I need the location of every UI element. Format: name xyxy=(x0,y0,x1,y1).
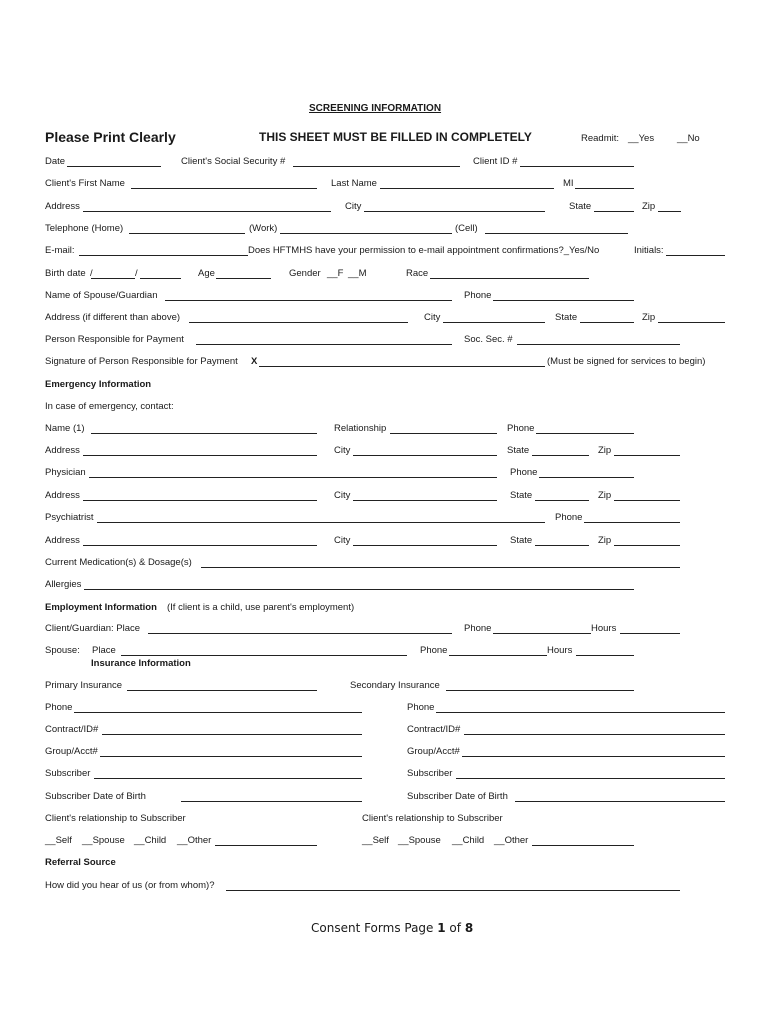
alt-address-field[interactable] xyxy=(189,322,408,323)
readmit-yes-option[interactable]: __Yes xyxy=(628,133,655,144)
psychiatrist-city-field[interactable] xyxy=(353,545,497,546)
primary-other-field[interactable] xyxy=(215,845,317,846)
emergency-zip-label: Zip xyxy=(598,445,612,456)
guardian-phone-field[interactable] xyxy=(493,633,591,634)
physician-address-field[interactable] xyxy=(83,500,317,501)
date-field[interactable] xyxy=(67,166,161,167)
medications-field[interactable] xyxy=(201,567,680,568)
telephone-work-field[interactable] xyxy=(280,233,452,234)
responsible-person-label: Person Responsible for Payment xyxy=(45,334,184,345)
physician-field[interactable] xyxy=(89,477,497,478)
telephone-cell-field[interactable] xyxy=(485,233,628,234)
email-label: E-mail: xyxy=(45,245,75,256)
spouse-guardian-field[interactable] xyxy=(165,300,452,301)
emergency-address-field[interactable] xyxy=(83,455,317,456)
allergies-field[interactable] xyxy=(84,589,634,590)
guardian-hours-label: Hours xyxy=(591,623,617,634)
primary-spouse-option[interactable]: __Spouse xyxy=(82,835,125,846)
secondary-spouse-option[interactable]: __Spouse xyxy=(398,835,441,846)
emergency-name-label: Name (1) xyxy=(45,423,85,434)
telephone-home-label: Telephone (Home) xyxy=(45,223,124,234)
allergies-label: Allergies xyxy=(45,579,82,590)
spouse-place-field[interactable] xyxy=(121,655,407,656)
birth-date-slash: / xyxy=(90,268,93,279)
secondary-subscriber-label: Subscriber xyxy=(407,768,453,779)
initials-field[interactable] xyxy=(666,255,725,256)
emergency-city-field[interactable] xyxy=(353,455,497,456)
address-label: Address xyxy=(45,201,80,212)
psychiatrist-address-label: Address xyxy=(45,535,80,546)
spouse-place-label: Place xyxy=(92,645,116,656)
gender-female-option[interactable]: __F xyxy=(327,268,344,279)
telephone-work-label: (Work) xyxy=(249,223,278,234)
race-label: Race xyxy=(406,268,429,279)
secondary-subscriber-dob-label: Subscriber Date of Birth xyxy=(407,791,508,802)
secondary-child-option[interactable]: __Child xyxy=(452,835,485,846)
soc-sec-label: Soc. Sec. # xyxy=(464,334,513,345)
medications-label: Current Medication(s) & Dosage(s) xyxy=(45,557,192,568)
page-footer xyxy=(311,922,473,934)
physician-zip-label: Zip xyxy=(598,490,612,501)
birth-year-field[interactable] xyxy=(140,278,181,279)
emergency-city-label: City xyxy=(334,445,351,456)
primary-relationship-label: Client's relationship to Subscriber xyxy=(45,813,186,824)
secondary-phone-field[interactable] xyxy=(436,712,725,713)
emergency-phone-label: Phone xyxy=(507,423,535,434)
guardian-place-field[interactable] xyxy=(148,633,452,634)
footer-prefix: Consent Forms Page xyxy=(311,921,438,935)
emergency-name-field[interactable] xyxy=(91,433,317,434)
emergency-address-label: Address xyxy=(45,445,80,456)
secondary-other-field[interactable] xyxy=(532,845,634,846)
referral-field[interactable] xyxy=(226,890,680,891)
date-label: Date xyxy=(45,156,66,167)
spouse-label: Spouse: xyxy=(45,645,80,656)
mi-label: MI xyxy=(563,178,574,189)
mi-field[interactable] xyxy=(575,188,634,189)
alt-state-label: State xyxy=(555,312,578,323)
state-field[interactable] xyxy=(594,211,634,212)
primary-contract-field[interactable] xyxy=(102,734,362,735)
primary-subscriber-dob-field[interactable] xyxy=(181,801,362,802)
alt-state-field[interactable] xyxy=(580,322,634,323)
readmit-no-option[interactable]: __No xyxy=(677,133,700,144)
emergency-contact-note: In case of emergency, contact: xyxy=(45,401,174,412)
responsible-person-field[interactable] xyxy=(196,344,452,345)
signature-field[interactable] xyxy=(259,366,545,367)
telephone-cell-label: (Cell) xyxy=(455,223,478,234)
secondary-group-field[interactable] xyxy=(462,756,725,757)
emergency-zip-field[interactable] xyxy=(614,455,680,456)
psychiatrist-field[interactable] xyxy=(97,522,545,523)
client-id-field[interactable] xyxy=(520,166,634,167)
birth-month-field[interactable] xyxy=(91,278,135,279)
secondary-insurance-field[interactable] xyxy=(446,690,634,691)
physician-state-field[interactable] xyxy=(535,500,589,501)
zip-field[interactable] xyxy=(658,211,681,212)
initials-label: Initials: xyxy=(634,245,664,256)
signature-x-mark: X xyxy=(251,356,258,367)
city-field[interactable] xyxy=(364,211,545,212)
secondary-subscriber-field[interactable] xyxy=(456,778,725,779)
psychiatrist-zip-label: Zip xyxy=(598,535,612,546)
primary-other-option[interactable]: __Other xyxy=(177,835,212,846)
primary-subscriber-dob-label: Subscriber Date of Birth xyxy=(45,791,146,802)
must-fill-note: THIS SHEET MUST BE FILLED IN COMPLETELY xyxy=(259,130,532,144)
birth-date-label: Birth date xyxy=(45,268,86,279)
emergency-relationship-field[interactable] xyxy=(390,433,497,434)
secondary-contract-label: Contract/ID# xyxy=(407,724,461,735)
physician-zip-field[interactable] xyxy=(614,500,680,501)
secondary-group-label: Group/Acct# xyxy=(407,746,460,757)
spouse-hours-field[interactable] xyxy=(576,655,634,656)
race-field[interactable] xyxy=(430,278,589,279)
guardian-hours-field[interactable] xyxy=(620,633,680,634)
secondary-self-option[interactable]: __Self xyxy=(362,835,389,846)
psychiatrist-state-field[interactable] xyxy=(535,545,589,546)
psychiatrist-phone-label: Phone xyxy=(555,512,583,523)
secondary-subscriber-dob-field[interactable] xyxy=(515,801,725,802)
psychiatrist-zip-field[interactable] xyxy=(614,545,680,546)
secondary-insurance-label: Secondary Insurance xyxy=(350,680,440,691)
primary-subscriber-field[interactable] xyxy=(94,778,362,779)
secondary-other-option[interactable]: __Other xyxy=(494,835,529,846)
ssn-label: Client's Social Security # xyxy=(181,156,286,167)
secondary-phone-label: Phone xyxy=(407,702,435,713)
emergency-state-field[interactable] xyxy=(532,455,589,456)
primary-insurance-label: Primary Insurance xyxy=(45,680,123,691)
primary-contract-label: Contract/ID# xyxy=(45,724,99,735)
emergency-relationship-label: Relationship xyxy=(334,423,387,434)
soc-sec-field[interactable] xyxy=(517,344,680,345)
alt-zip-field[interactable] xyxy=(658,322,725,323)
primary-phone-label: Phone xyxy=(45,702,73,713)
spouse-guardian-phone-label: Phone xyxy=(464,290,492,301)
city-label: City xyxy=(345,201,362,212)
alt-city-label: City xyxy=(424,312,441,323)
age-label: Age xyxy=(198,268,215,279)
print-clearly-note: Please Print Clearly xyxy=(45,129,176,145)
state-label: State xyxy=(569,201,592,212)
employment-heading: Employment Information xyxy=(45,602,157,613)
emergency-heading: Emergency Information xyxy=(45,379,152,390)
spouse-phone-label: Phone xyxy=(420,645,448,656)
signature-label: Signature of Person Responsible for Payment xyxy=(45,356,238,367)
primary-insurance-field[interactable] xyxy=(127,690,317,691)
age-field[interactable] xyxy=(216,278,271,279)
first-name-label: Client's First Name xyxy=(45,178,125,189)
psychiatrist-phone-field[interactable] xyxy=(584,522,680,523)
ssn-field[interactable] xyxy=(293,166,460,167)
spouse-guardian-label: Name of Spouse/Guardian xyxy=(45,290,158,301)
primary-group-field[interactable] xyxy=(100,756,362,757)
physician-city-label: City xyxy=(334,490,351,501)
physician-phone-label: Phone xyxy=(510,467,538,478)
referral-question: How did you hear of us (or from whom)? xyxy=(45,880,215,891)
spouse-hours-label: Hours xyxy=(547,645,573,656)
alt-zip-label: Zip xyxy=(642,312,656,323)
email-field[interactable] xyxy=(79,255,248,256)
signature-note: (Must be signed for services to begin) xyxy=(547,356,706,367)
client-id-label: Client ID # xyxy=(473,156,518,167)
readmit-label: Readmit: xyxy=(581,133,620,144)
primary-self-option[interactable]: __Self xyxy=(45,835,72,846)
address-field[interactable] xyxy=(83,211,331,212)
email-permission-question: Does HFTMHS have your permission to e-mail appointment confirmations?_Yes/No xyxy=(248,245,600,256)
guardian-phone-label: Phone xyxy=(464,623,492,634)
physician-city-field[interactable] xyxy=(353,500,497,501)
psychiatrist-label: Psychiatrist xyxy=(45,512,94,523)
guardian-place-label: Client/Guardian: Place xyxy=(45,623,141,634)
footer-of: of xyxy=(445,921,465,935)
primary-phone-field[interactable] xyxy=(74,712,362,713)
physician-address-label: Address xyxy=(45,490,80,501)
last-name-label: Last Name xyxy=(331,178,377,189)
psychiatrist-address-field[interactable] xyxy=(83,545,317,546)
emergency-phone-field[interactable] xyxy=(536,433,634,434)
gender-male-option[interactable]: __M xyxy=(348,268,367,279)
secondary-relationship-label: Client's relationship to Subscriber xyxy=(362,813,503,824)
referral-heading: Referral Source xyxy=(45,857,116,868)
alt-city-field[interactable] xyxy=(443,322,545,323)
secondary-contract-field[interactable] xyxy=(464,734,725,735)
last-name-field[interactable] xyxy=(380,188,554,189)
spouse-guardian-phone-field[interactable] xyxy=(493,300,634,301)
telephone-home-field[interactable] xyxy=(129,233,245,234)
first-name-field[interactable] xyxy=(131,188,317,189)
physician-state-label: State xyxy=(510,490,533,501)
physician-label: Physician xyxy=(45,467,86,478)
alt-address-label: Address (if different than above) xyxy=(45,312,181,323)
emergency-state-label: State xyxy=(507,445,530,456)
primary-group-label: Group/Acct# xyxy=(45,746,98,757)
psychiatrist-state-label: State xyxy=(510,535,533,546)
gender-label: Gender xyxy=(289,268,321,279)
zip-label: Zip xyxy=(642,201,656,212)
footer-page-total: 8 xyxy=(464,921,474,935)
employment-note: (If client is a child, use parent's employment) xyxy=(167,602,355,613)
birth-date-slash: / xyxy=(135,268,138,279)
form-title: SCREENING INFORMATION xyxy=(309,103,442,114)
spouse-phone-field[interactable] xyxy=(449,655,547,656)
primary-subscriber-label: Subscriber xyxy=(45,768,91,779)
footer-page-number: 1 xyxy=(437,921,446,935)
psychiatrist-city-label: City xyxy=(334,535,351,546)
insurance-heading: Insurance Information xyxy=(91,658,191,669)
primary-child-option[interactable]: __Child xyxy=(134,835,167,846)
physician-phone-field[interactable] xyxy=(539,477,634,478)
